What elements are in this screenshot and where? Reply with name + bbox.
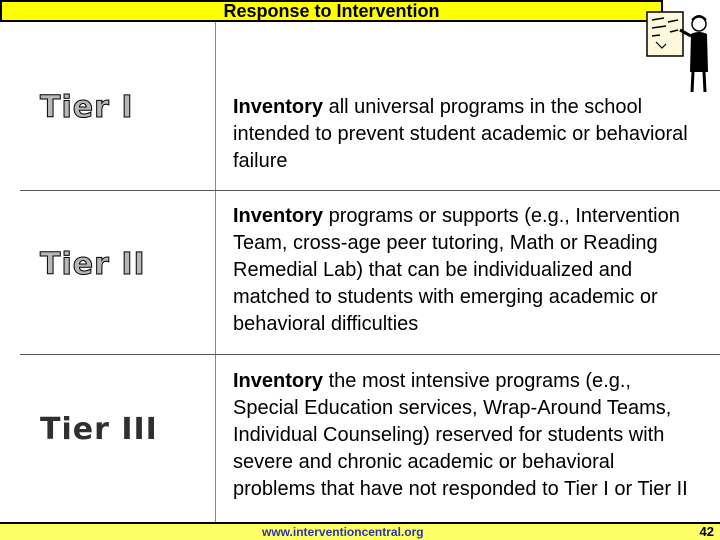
- tier-ii-text: programs or supports (e.g., Intervention Team, cross-age peer tutoring, Math or Reading Remedial Lab) that can be individualized and matched to students with emerging academic or behavioral difficulties: [233, 205, 680, 335]
- page-number: 42: [699, 524, 714, 539]
- slide-title: Response to Intervention: [223, 1, 440, 21]
- row-divider: [20, 190, 720, 191]
- tier-i-description: [233, 94, 713, 175]
- tier-iii-text: the most intensive programs (e.g., Special Education services, Wrap-Around Teams, Individual Counseling) reserved for students with severe and chronic academic or behavioral problems that have not responded to Tier I or Tier II: [233, 370, 688, 500]
- tier-i-label: Tier I: [40, 90, 134, 125]
- tier-iii-lead: Inventory: [233, 370, 324, 392]
- slide-title-bar: [0, 0, 663, 22]
- tier-i-text: all universal programs in the school intended to prevent student academic or behavioral failure: [233, 96, 688, 172]
- teacher-clipart-icon: [642, 0, 720, 96]
- row-divider: [20, 354, 720, 355]
- tier-iii-description: [233, 368, 688, 503]
- tier-ii-lead: Inventory: [233, 205, 324, 227]
- tier-i-lead: Inventory: [233, 96, 324, 118]
- footer-url: www.interventioncentral.org: [262, 525, 424, 539]
- tier-ii-description: [233, 203, 713, 338]
- tier-ii-label: Tier II: [40, 247, 146, 282]
- tier-iii-label: Tier III: [40, 412, 158, 447]
- column-divider: [215, 22, 216, 532]
